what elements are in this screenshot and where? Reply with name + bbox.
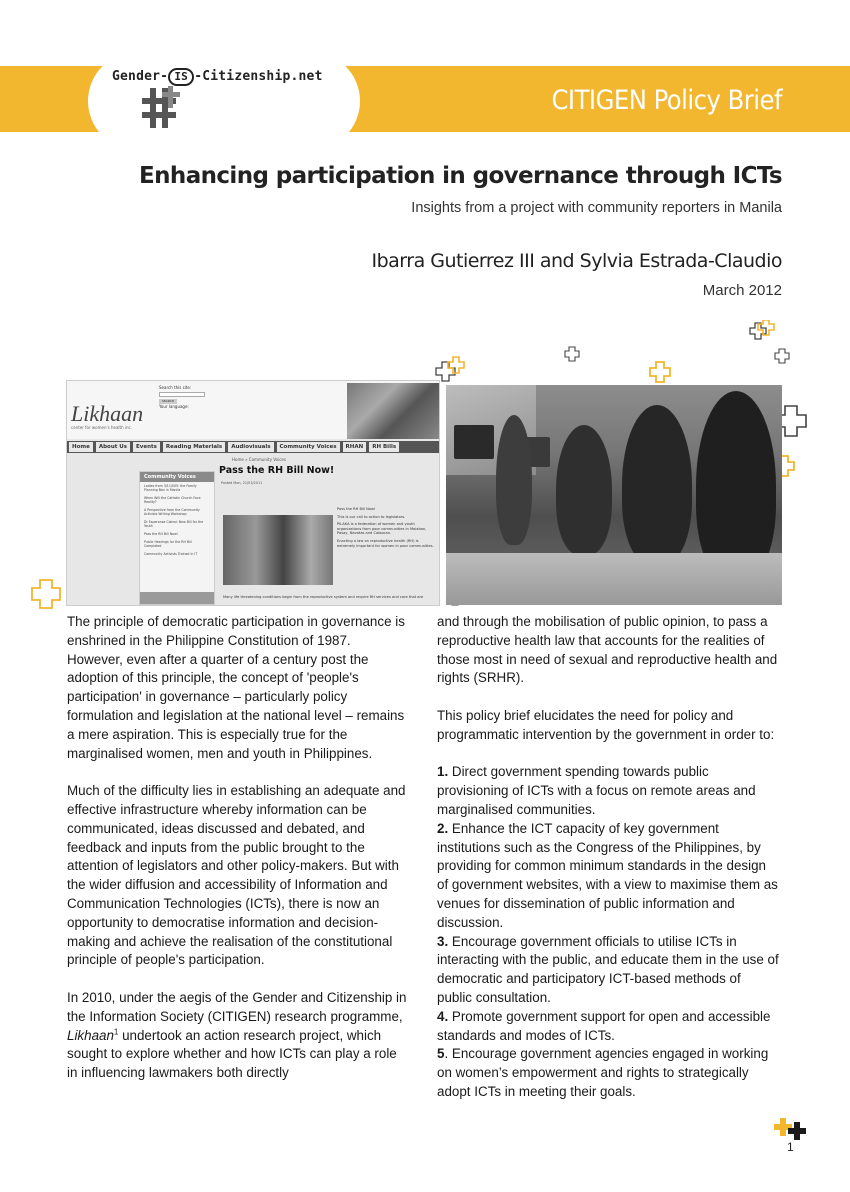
document-date: March 2012 [702,282,782,299]
website-logo: Likhaan [71,401,144,426]
photo-person [556,425,612,555]
recommendation-text: Encourage government officials to utilise ICTs in interacting with the public, and educate them in the use of democratic and participatory ICT-based methods of public consultation. [437,933,779,1005]
body-paragraph: and through the mobilisation of public opinion, to pass a reproductive health law that accounts for the realities of those most in need of sexual and reproductive health and rights (SRHR). [437,614,778,686]
article-text [337,507,437,551]
nav-item: Events [133,442,160,452]
recommendation-text: Promote government support for open and accessible standards and modes of ICTs. [437,1008,771,1043]
website-search [159,385,205,409]
sidebar-item: Ladies from 3/11/005: the Family Planning Ban in Manila [144,484,197,492]
search-label: Search this site: [159,385,192,390]
website-breadcrumb: Home » Community Voices [232,457,286,462]
org-name-italic: Likhaan [67,1027,114,1043]
photo-person [496,415,532,545]
photo-desk [446,553,782,605]
article-photo [223,515,333,585]
article-paragraph: PILAKA is a federation of women and youth organizations from poor communities in Malabon, Pasay, Navotas and Caloocan. [337,522,427,536]
footnote-marker: 1 [113,1027,119,1037]
nav-item: Community Voices [277,442,340,452]
article-paragraph: Pass the RH Bill Now! [337,507,376,511]
body-paragraph: Much of the difficulty lies in establishing an adequate and effective infrastructure whereby information can be communicated, ideas discussed and debated, and feedback and inputs from the public brought to the attention of legislators and other policy-makers. But with the wider diffusion and accessibility of Information and Communication Technologies (ICTs), there is now an opportunity to democratise information and decision-making and achieve the realisation of the constitutional principle of people's participation. [67,783,406,968]
article-bottom-line: Many life threatening conditions begin from the reproductive system and require RH services and care that are [223,595,424,599]
paragraph-text: In 2010, under the aegis of the Gender and Citizenship in the Information Society (CITIGEN) research programme, [67,989,407,1024]
search-box [159,392,205,397]
photo-monitor [454,425,494,459]
site-logo [112,68,323,86]
photo-person [622,405,692,565]
small-cross-icon [774,348,790,364]
recommendation-item [437,933,779,1008]
article-meta: Posted Mon, 21/03/2011 [221,481,263,485]
article-title: Pass the RH Bill Now! [219,465,335,476]
recommendation-list [437,763,779,1101]
website-tagline: center for women's health inc. [71,425,133,430]
search-button: SEARCH [159,399,177,404]
yellow-cross-icon [648,360,672,384]
website-screenshot-image [66,380,440,606]
body-paragraph: This policy brief elucidates the need for policy and programmatic intervention by the government in order to: [437,707,775,742]
nav-item: Home [69,442,93,452]
recommendation-text: Enhance the ICT capacity of key government institutions such as the Congress of the Philippines, by providing for common minimum standards in the design of government websites, with a view to maximise them as venues for dissemination of public information and discussion. [437,820,778,930]
nav-item: About Us [96,442,130,452]
page-number: 1 [787,1140,794,1154]
nav-item: Reading Materials [163,442,225,452]
website-sidebar [139,471,215,605]
cross-cluster-icon [744,320,778,346]
sidebar-item: Pass the RH Bill Now! [144,532,179,536]
nav-item: RH Bills [369,442,399,452]
sidebar-item: Dr Esperanza Cabral: New Bill for the Youth [144,520,204,528]
left-column [67,613,409,1083]
nav-item: RHAN [343,442,367,452]
recommendation-text: . Encourage government agencies engaged in working on women’s empowerment and rights to strategically adopt ICTs in meeting their goals. [437,1046,769,1099]
yellow-cross-icon [30,578,62,610]
logo-text-right: -Citizenship.net [194,69,323,84]
website-nav [67,441,440,453]
body-paragraph: The principle of democratic participation in governance is enshrined in the Philippine Constitution of 1987. However, even after a quarter of a century post the adoption of this principle, the concept of 'people's participation' in governance – particularly policy formulation and legislation at the national level – remains a mere aspiration. This is especially true for the marginalised women, men and youth in Philippines. [67,614,405,761]
nav-item: Audiovisuals [228,442,273,452]
recommendation-item [437,1045,779,1101]
recommendation-number: 5 [437,1046,445,1062]
recommendation-item [437,1008,779,1046]
computer-training-photo [446,385,782,605]
recommendation-number: 1. [437,764,449,780]
logo-pill [88,52,360,150]
recommendation-number: 4. [437,1008,449,1024]
hash-logo-icon [140,86,190,130]
paragraph-text: undertook an action research project, which sought to explore whether and how ICTs can play a role in influencing lawmakers both directly [67,1027,397,1081]
document-subtitle: Insights from a project with community reporters in Manila [411,200,782,216]
recommendation-number: 2. [437,820,449,836]
article-paragraph: Enacting a law on reproductive health (RH) is extremely important for women in poor communities. [337,538,434,548]
document-title: Enhancing participation in governance through ICTs [139,163,782,189]
right-column [437,613,779,1102]
logo-text-left: Gender- [112,69,169,84]
website-header-photo [347,383,439,439]
sidebar-item: A Perspective from the Community Activists Writing Workshop [144,508,200,516]
recommendation-number: 3. [437,933,449,949]
recommendation-item [437,763,779,819]
small-cross-icon [564,346,580,362]
sidebar-item: Public Hearings for the RH Bill Completed [144,540,192,548]
brief-title: CITIGEN Policy Brief [551,85,782,116]
sidebar-footer [140,592,214,604]
recommendation-text: Direct government spending towards public provisioning of ICTs with a focus on remote areas and marginalised communities. [437,764,756,817]
recommendation-item [437,820,779,933]
body-paragraph [67,989,409,1083]
sidebar-item: Community Activists Trained in IT [144,552,198,556]
document-authors: Ibarra Gutierrez III and Sylvia Estrada-Claudio [371,250,782,272]
language-label: Your language: [159,404,189,409]
sidebar-item: When Will the Catholic Church Face Reality? [144,496,201,504]
logo-is-badge: IS [168,68,194,86]
website-header [67,381,440,439]
article-paragraph: This is our call to action to legislators. [337,514,406,519]
sidebar-title: Community Voices [140,472,214,482]
